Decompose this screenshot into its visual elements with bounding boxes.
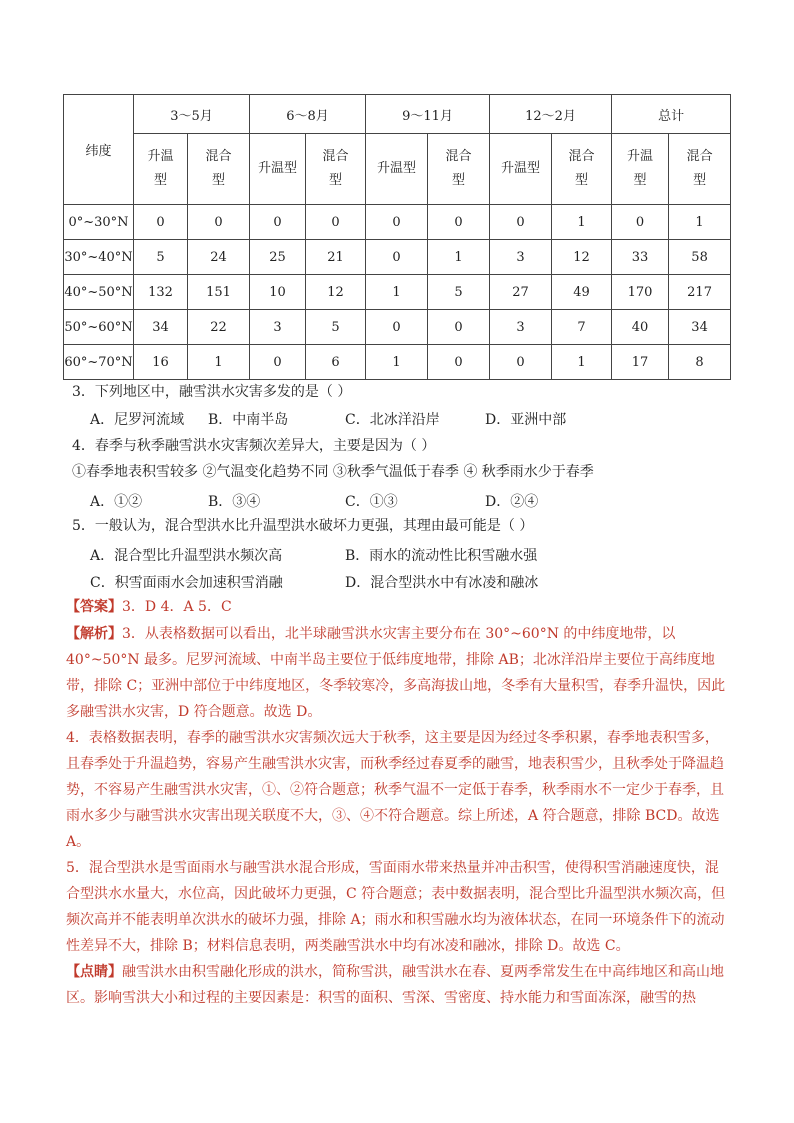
value-cell: 151 [188,275,250,310]
value-cell: 0 [366,205,428,240]
q3-option-b: B．中南半岛 [208,412,289,428]
answer-tag: 【答案】 [66,599,122,615]
value-cell: 27 [490,275,552,310]
value-cell: 7 [552,310,612,345]
value-cell: 0 [612,205,669,240]
value-cell: 24 [188,240,250,275]
value-cell: 0 [134,205,188,240]
value-cell: 40 [612,310,669,345]
q4-option-b: B．③④ [208,494,261,510]
value-cell: 0 [188,205,250,240]
value-cell: 8 [669,345,731,380]
type-subheader: 混合 型 [188,134,250,205]
value-cell: 5 [306,310,366,345]
table-row [64,310,731,345]
latitude-cell: 0°~30°N [64,205,134,240]
value-cell: 3 [250,310,306,345]
q3-option-d: D．亚洲中部 [485,412,567,428]
q4-option-d: D．②④ [485,494,539,510]
type-subheader: 升温 型 [612,134,669,205]
tip-text: 融雪洪水由积雪融化形成的洪水，简称雪洪，融雪洪水在春、夏两季常发生在中高纬地区和高山地区。影响雪洪大小和过程的主要因素是：积雪的面积、雪深、雪密度、持水能力和雪面冻深，融雪的热 [66,964,724,1006]
type-subheader: 混合 型 [428,134,490,205]
table-subheader-row [64,134,731,205]
value-cell: 6 [306,345,366,380]
value-cell: 1 [188,345,250,380]
answer-line [66,598,232,616]
value-cell: 10 [250,275,306,310]
season-header: 3～5月 [134,95,250,134]
value-cell: 1 [428,240,490,275]
value-cell: 12 [552,240,612,275]
value-cell: 1 [669,205,731,240]
table-row [64,240,731,275]
type-subheader: 混合 型 [552,134,612,205]
value-cell: 217 [669,275,731,310]
value-cell: 0 [250,205,306,240]
value-cell: 0 [490,345,552,380]
value-cell: 0 [428,310,490,345]
latitude-header: 纬度 [64,95,134,205]
analysis-p5: 5．混合型洪水是雪面雨水与融雪洪水混合形成，雪面雨水带来热量并冲击积雪，使得积雪消融速度快，混合型洪水水量大，水位高，因此破坏力更强，C 符合题意；表中数据表明，混合型比升温型洪水频次高，但频次高并不能表明单次洪水的破坏力强，排除 A；雨水和积雪融水均为液体状态，在同一环境条件下的流动性差异不大，排除 B；材料信息表明，两类融雪洪水中均有冰凌和融冰，排除 D。故选 C。 [66,860,726,954]
value-cell: 34 [669,310,731,345]
table-row [64,205,731,240]
season-header: 9～11月 [366,95,490,134]
value-cell: 3 [490,240,552,275]
value-cell: 1 [366,275,428,310]
question-4-stem: 4．春季与秋季融雪洪水灾害频次差异大，主要是因为（ ） [72,438,436,454]
answer-text: 3．D 4．A 5．C [122,599,232,615]
table-header-row [64,95,731,134]
value-cell: 0 [366,240,428,275]
table-row [64,345,731,380]
value-cell: 5 [134,240,188,275]
type-subheader: 混合 型 [306,134,366,205]
tip-tag: 【点睛】 [66,964,122,980]
value-cell: 58 [669,240,731,275]
value-cell: 49 [552,275,612,310]
latitude-cell: 60°~70°N [64,345,134,380]
type-subheader: 混合 型 [669,134,731,205]
q3-option-c: C．北冰洋沿岸 [345,412,440,428]
value-cell: 34 [134,310,188,345]
latitude-cell: 40°~50°N [64,275,134,310]
q5-option-a: A．混合型比升温型洪水频次高 [90,548,283,564]
value-cell: 0 [366,310,428,345]
value-cell: 0 [428,205,490,240]
season-header: 6～8月 [250,95,366,134]
value-cell: 1 [366,345,428,380]
value-cell: 0 [250,345,306,380]
q5-option-b: B．雨水的流动性比积雪融水强 [345,548,538,564]
value-cell: 1 [552,205,612,240]
value-cell: 17 [612,345,669,380]
question-3-stem: 3．下列地区中，融雪洪水灾害多发的是（ ） [72,384,352,400]
value-cell: 12 [306,275,366,310]
season-header: 12～2月 [490,95,612,134]
latitude-cell: 50°~60°N [64,310,134,345]
value-cell: 0 [490,205,552,240]
q4-statements: ①春季地表积雪较多 ②气温变化趋势不同 ③秋季气温低于春季 ④ 秋季雨水少于春季 [72,464,594,480]
value-cell: 0 [306,205,366,240]
value-cell: 5 [428,275,490,310]
value-cell: 132 [134,275,188,310]
q4-option-c: C．①③ [345,494,398,510]
q5-option-d: D．混合型洪水中有冰凌和融冰 [345,575,539,591]
value-cell: 22 [188,310,250,345]
question-5-stem: 5．一般认为，混合型洪水比升温型洪水破坏力更强，其理由最可能是（ ） [72,518,534,534]
analysis-p3: 【解析】3．从表格数据可以看出，北半球融雪洪水灾害主要分布在 30°~60°N 的中纬度地带，以 40°~50°N 最多。尼罗河流域、中南半岛主要位于低纬度地带，排除 AB；北冰洋沿岸主要位于高纬度地带，排除 C；亚洲中部位于中纬度地区，冬季较寒冷，多高海拔山地，冬季有大量积雪，春季升温快，因此多融雪洪水灾害，D 符合题意。故选 D。 [66,626,726,720]
season-header: 总计 [612,95,731,134]
type-subheader: 升温型 [490,134,552,205]
q3-option-a: A．尼罗河流域 [90,412,185,428]
q5-option-c: C．积雪面雨水会加速积雪消融 [90,575,283,591]
type-subheader: 升温 型 [134,134,188,205]
value-cell: 0 [428,345,490,380]
value-cell: 1 [552,345,612,380]
type-subheader: 升温型 [366,134,428,205]
tip-paragraph [66,959,726,1011]
value-cell: 3 [490,310,552,345]
analysis-tag: 【解析】 [66,626,122,642]
analysis-section [66,621,726,1011]
value-cell: 25 [250,240,306,275]
type-subheader: 升温型 [250,134,306,205]
value-cell: 21 [306,240,366,275]
value-cell: 170 [612,275,669,310]
latitude-cell: 30°~40°N [64,240,134,275]
value-cell: 16 [134,345,188,380]
table-row [64,275,731,310]
flood-data-table [63,94,731,380]
value-cell: 33 [612,240,669,275]
analysis-p4: 4．表格数据表明，春季的融雪洪水灾害频次远大于秋季，这主要是因为经过冬季积累，春季地表积雪多，且春季处于升温趋势，容易产生融雪洪水灾害，而秋季经过春夏季的融雪，地表积雪少，且秋季处于降温趋势，不容易产生融雪洪水灾害，①、②符合题意；秋季气温不一定低于春季，秋季雨水不一定少于春季，且雨水多少与融雪洪水灾害出现关联度不大，③、④不符合题意。综上所述，A 符合题意，排除 BCD。故选 A。 [66,730,724,850]
q4-option-a: A．①② [90,494,143,510]
